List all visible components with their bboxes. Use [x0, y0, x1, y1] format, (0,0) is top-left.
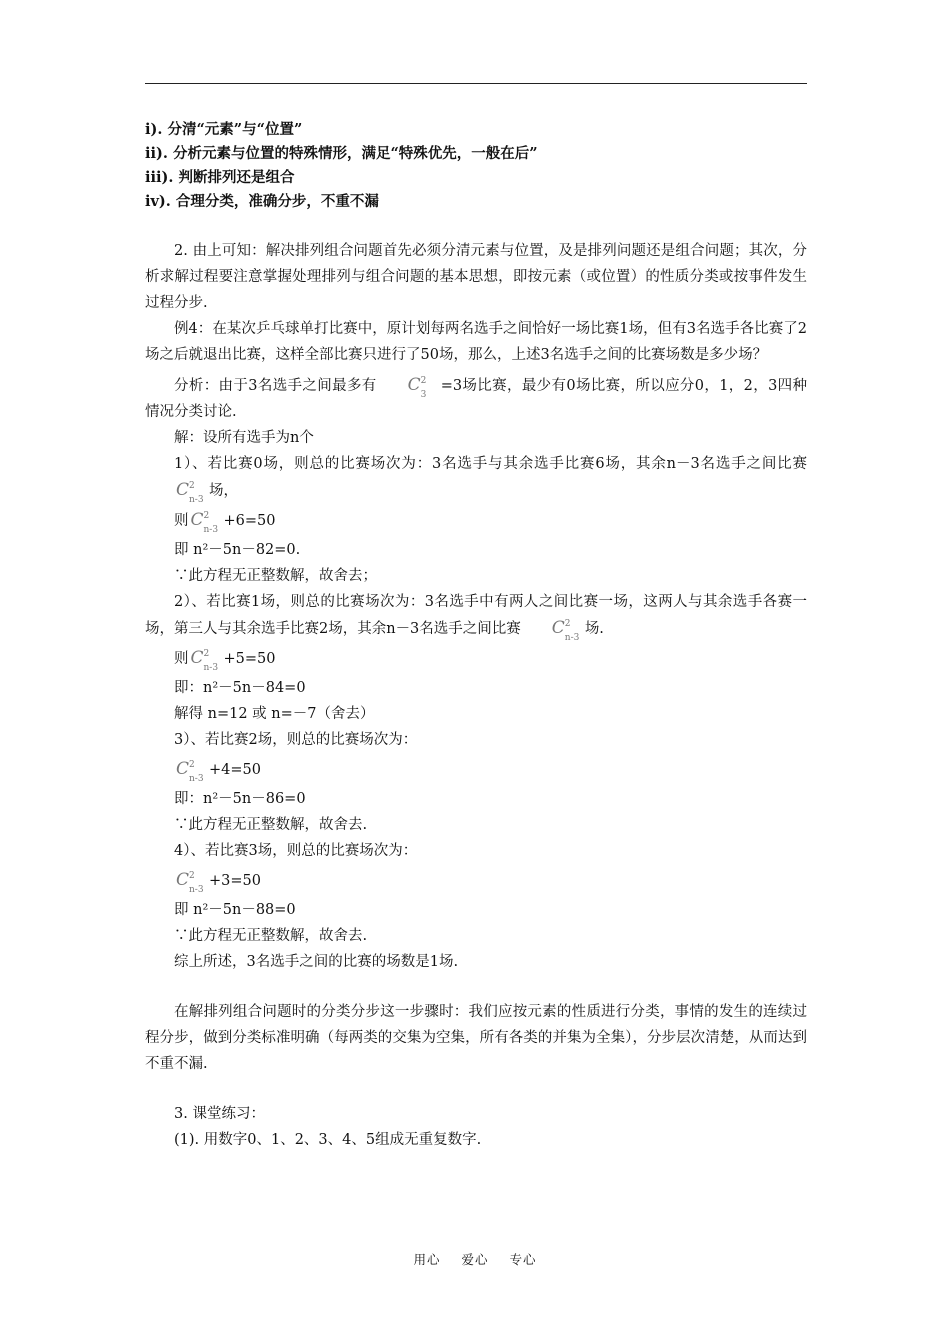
- footer-word: 专心: [509, 1252, 537, 1267]
- solution-line: 解：设所有选手为n个: [174, 430, 314, 446]
- comb-c-n3-2: C 2 n-3: [551, 618, 580, 643]
- case3-text: 3）、若比赛2场，则总的比赛场次为：: [174, 732, 418, 748]
- conclusion: 综上所述，3名选手之间的比赛的场数是1场.: [174, 954, 459, 970]
- practice-title: 3. 课堂练习：: [174, 1106, 265, 1122]
- footer-word: 爱心: [461, 1252, 489, 1267]
- case1-line2: 即 n²－5n－82=0.: [174, 542, 301, 558]
- example-4: 例4：在某次乒乓球单打比赛中，原计划每两名选手之间恰好一场比赛1场，但有3名选手各比赛了2场之后就退出比赛，这样全部比赛只进行了50场，那么，上述3名选手之间的比赛场数是多少场？: [145, 321, 807, 363]
- case1-equation: 则 C 2 n-3 +6=50: [145, 504, 807, 537]
- practice-item-1: (1). 用数字0、1、2、3、4、5组成无重复数字.: [174, 1132, 482, 1148]
- comb-c-n3-2: C 2 n-3: [176, 870, 204, 895]
- comb-c-n3-2: C 2 n-3: [176, 480, 204, 505]
- step-2: ii). 分析元素与位置的特殊情形，满足“特殊优先，一般在后”: [145, 145, 538, 162]
- page-footer: [0, 1250, 950, 1268]
- case2-text: 2）、若比赛1场，则总的比赛场次为：3名选手中有两人之间比赛一场，这两人与其余选手各赛一场，第三人与其余选手比赛2场，其余n－3名选手之间比赛 C 2 n-3 场.: [145, 594, 807, 643]
- step-1: i). 分清“元素”与“位置”: [145, 121, 303, 138]
- step-4: iv). 合理分类，准确分步，不重不漏: [145, 193, 379, 210]
- comb-c-n3-2: C 2 n-3: [176, 759, 204, 784]
- case4-text: 4）、若比赛3场，则总的比赛场次为：: [174, 843, 418, 859]
- step-3: iii). 判断排列还是组合: [145, 169, 295, 186]
- case4-line3: ∵此方程无正整数解，故舍去.: [174, 928, 368, 944]
- case1-text: 1）、若比赛0场，则总的比赛场次为：3名选手与其余选手比赛6场，其余n－3名选手之间比赛C 2 n-3 场，: [145, 451, 807, 504]
- case2-equation: 则 C 2 n-3 +5=50: [145, 642, 807, 675]
- comb-c-n3-2: C 2 n-3: [190, 510, 219, 535]
- analysis-paragraph: 分析：由于3名选手之间最多有 C 2 3 =3场比赛，最少有0场比赛，所以应分0，1，2，3四种情况分类讨论.: [145, 372, 807, 425]
- case4-line2: 即 n²－5n－88=0: [174, 902, 296, 918]
- case3-line3: ∵此方程无正整数解，故舍去.: [174, 817, 368, 833]
- summary-paragraph: 2. 由上可知：解决排列组合问题首先必须分清元素与位置，及是排列问题还是组合问题；其次，分析求解过程要注意掌握处理排列与组合问题的基本思想，即按元素（或位置）的性质分类或按事件发生过程分步.: [145, 243, 807, 311]
- comb-c-n3-2: C 2 n-3: [190, 648, 219, 673]
- method-paragraph: 在解排列组合问题时的分类分步这一步骤时：我们应按元素的性质进行分类，事情的发生的连续过程分步，做到分类标准明确（每两类的交集为空集，所有各类的并集为全集），分步层次清楚，从而达到不重不漏.: [145, 1004, 807, 1072]
- case2-line2: 即：n²－5n－84=0: [174, 680, 306, 696]
- header-rule: [145, 83, 807, 84]
- case3-equation: C 2 n-3 +4=50: [145, 753, 807, 786]
- case4-equation: C 2 n-3 +3=50: [145, 864, 807, 897]
- footer-word: 用心: [413, 1252, 441, 1267]
- case1-line3: ∵此方程无正整数解，故舍去；: [174, 568, 377, 584]
- case2-line3: 解得 n=12 或 n=－7（舍去）: [174, 706, 375, 722]
- case3-line2: 即：n²－5n－86=0: [174, 791, 306, 807]
- comb-c-3-2: C 2 3: [407, 375, 427, 400]
- page-content: [145, 118, 807, 1153]
